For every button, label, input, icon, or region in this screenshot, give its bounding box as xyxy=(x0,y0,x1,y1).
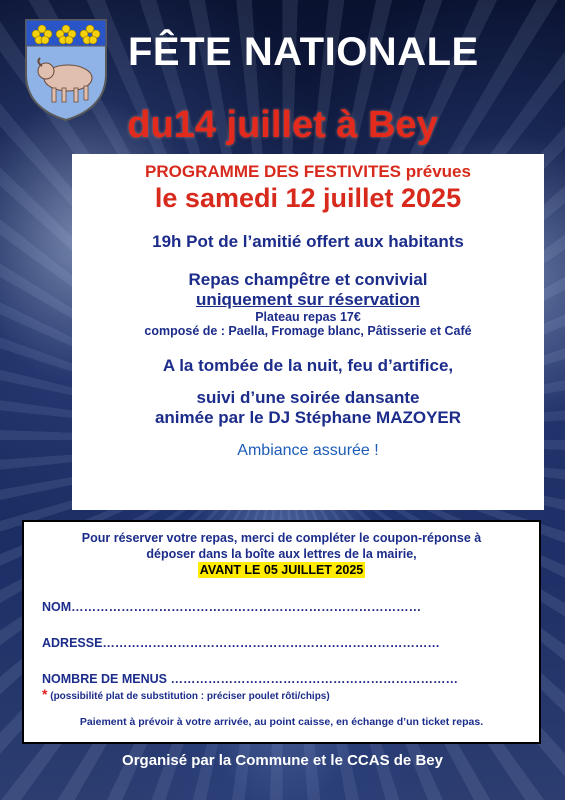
coupon-intro-line1: Pour réserver votre repas, merci de compléter le coupon-réponse à xyxy=(81,531,482,545)
nombre-menus-field[interactable]: NOMBRE DE MENUS …………………………………………………………… xyxy=(42,672,458,686)
feu-artifice: A la tombée de la nuit, feu d’artifice, xyxy=(162,356,454,375)
title-fete-nationale: FÊTE NATIONALE xyxy=(128,30,479,74)
coupon-intro xyxy=(24,530,539,578)
ambiance-text: Ambiance assurée ! xyxy=(237,442,379,459)
pot-amitie: 19h Pot de l’amitié offert aux habitants xyxy=(152,232,464,251)
soiree-line1: suivi d’une soirée dansante xyxy=(196,388,420,407)
menu-compose: composé de : Paella, Fromage blanc, Pâtisserie et Café xyxy=(144,324,472,338)
repas-line1: Repas champêtre et convivial xyxy=(188,270,428,289)
nom-field[interactable]: NOM………………………………………………………………………… xyxy=(42,600,422,614)
plateau-prix: Plateau repas 17€ xyxy=(255,310,361,324)
substitution-note xyxy=(42,686,330,702)
asterisk: * xyxy=(42,686,48,702)
coupon-intro-line2: déposer dans la boîte aux lettres de la mairie, xyxy=(146,547,417,561)
paiement-info: Paiement à prévoir à votre arrivée, au point caisse, en échange d’un ticket repas. xyxy=(79,716,484,728)
programme-panel xyxy=(72,154,544,510)
programme-date: le samedi 12 juillet 2025 xyxy=(154,183,462,213)
title-date-lieu: du14 juillet à Bey xyxy=(127,104,438,146)
organisateur-footer: Organisé par la Commune et le CCAS de Bey xyxy=(122,752,443,769)
coupon-reponse xyxy=(22,520,541,744)
programme-heading: PROGRAMME DES FESTIVITES prévues xyxy=(145,162,471,181)
deadline-highlight: AVANT LE 05 JUILLET 2025 xyxy=(199,563,364,577)
adresse-field[interactable]: ADRESSE……………………………………………………………………… xyxy=(42,636,440,650)
substitution-note-text: (possibilité plat de substitution : préciser poulet rôti/chips) xyxy=(50,691,330,702)
repas-reservation: uniquement sur réservation xyxy=(196,290,420,309)
soiree-line2: animée par le DJ Stéphane MAZOYER xyxy=(154,408,462,427)
